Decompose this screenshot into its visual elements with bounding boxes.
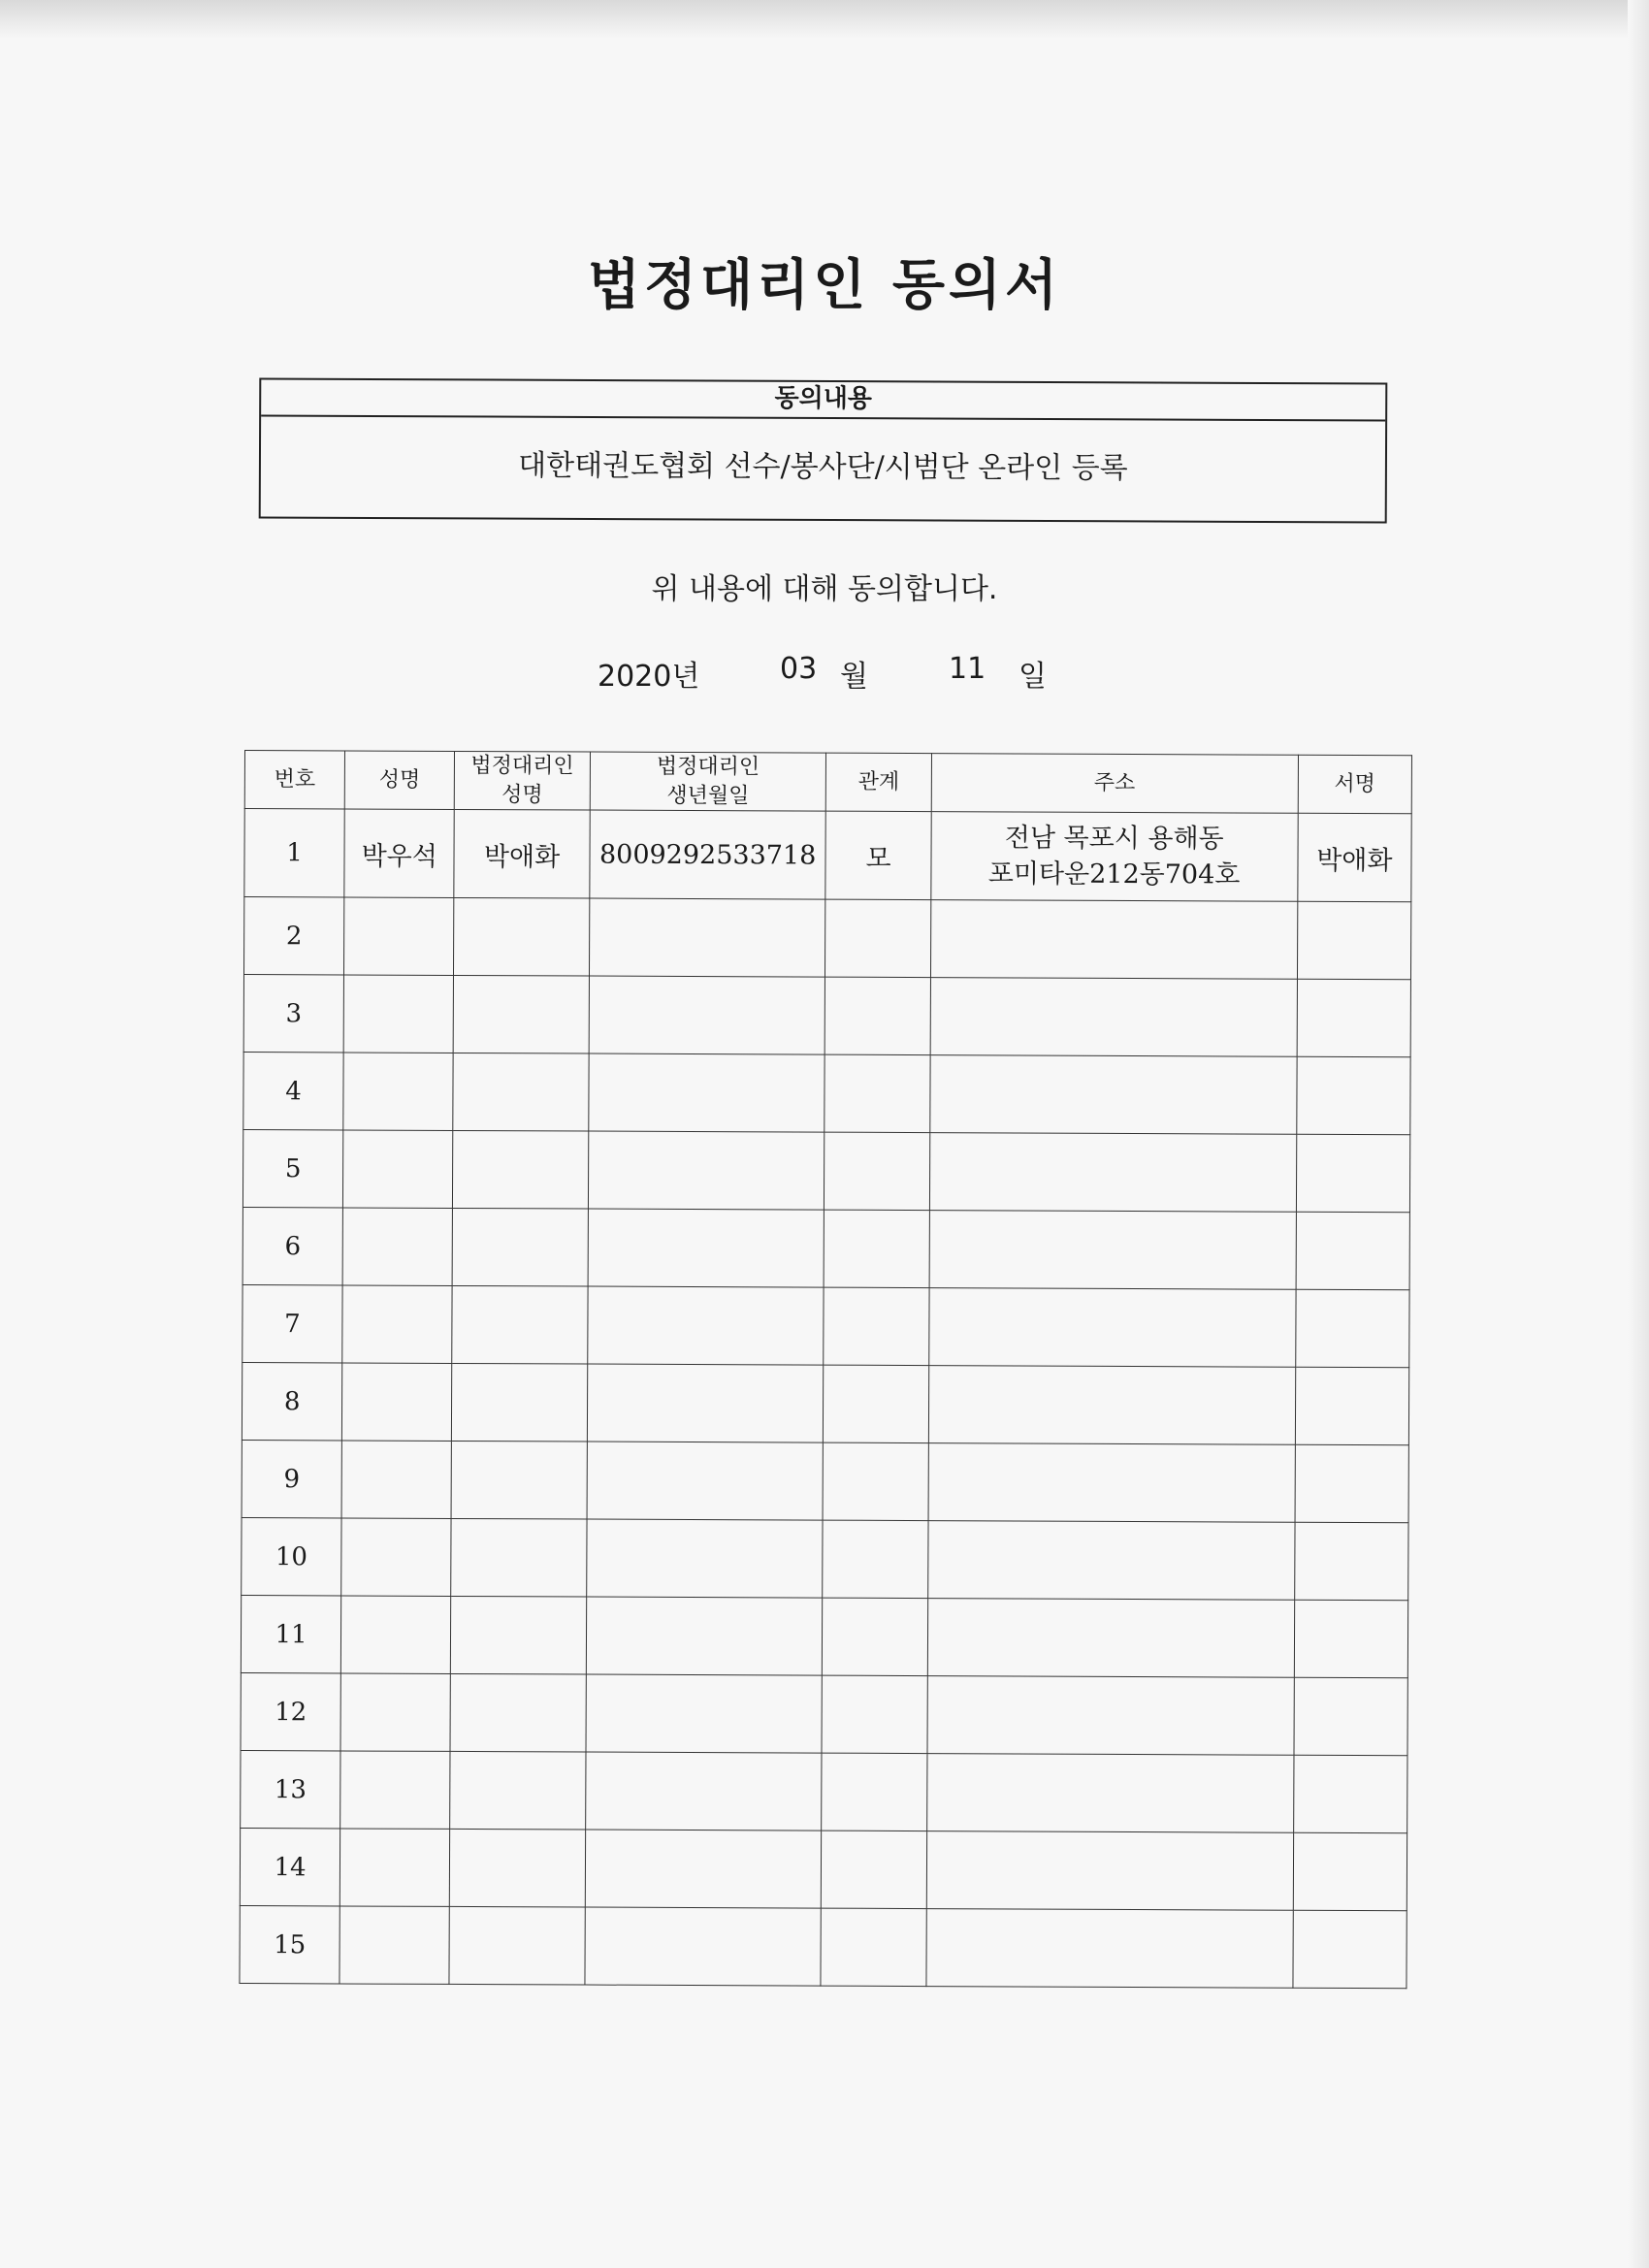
cell-relation[interactable]: [825, 899, 931, 977]
cell-guardian-birth[interactable]: [585, 1752, 822, 1831]
cell-no: 9: [242, 1441, 341, 1518]
header-relation: 관계: [826, 753, 931, 812]
cell-name[interactable]: [343, 1053, 454, 1130]
table-row: [242, 1285, 1409, 1368]
cell-guardian-name[interactable]: [453, 976, 589, 1054]
cell-relation[interactable]: [825, 977, 931, 1054]
header-guardian-birth-line1: 법정대리인: [656, 754, 760, 780]
table-row: [241, 1673, 1407, 1756]
cell-name[interactable]: [342, 1285, 453, 1363]
cell-guardian-birth[interactable]: [587, 1519, 824, 1598]
cell-address[interactable]: [929, 1055, 1296, 1135]
cell-address[interactable]: [927, 1599, 1294, 1678]
cell-guardian-birth[interactable]: [588, 1131, 824, 1210]
cell-guardian-name[interactable]: [449, 1907, 585, 1986]
cell-relation[interactable]: [824, 1132, 930, 1210]
cell-guardian-name[interactable]: [452, 1364, 588, 1442]
table-row: [243, 975, 1410, 1057]
scan-right-edge: [1628, 0, 1649, 2268]
table-row: [242, 1363, 1408, 1445]
cell-address[interactable]: [927, 1521, 1294, 1601]
cell-no: 12: [241, 1673, 340, 1751]
cell-guardian-birth[interactable]: 8009292533718: [590, 810, 826, 899]
cell-address-line1: 전남 목포시 용해동: [1004, 822, 1224, 854]
cell-name[interactable]: [342, 1363, 453, 1441]
cell-relation[interactable]: [824, 1365, 929, 1442]
cell-guardian-birth[interactable]: [585, 1830, 822, 1908]
cell-no: 7: [242, 1285, 342, 1363]
cell-signature[interactable]: [1297, 980, 1411, 1058]
cell-guardian-name[interactable]: [450, 1674, 586, 1753]
cell-signature[interactable]: [1295, 1445, 1409, 1524]
cell-signature[interactable]: [1296, 1057, 1410, 1136]
cell-signature[interactable]: [1295, 1290, 1409, 1369]
consent-header: 동의내용: [261, 379, 1385, 421]
cell-guardian-name[interactable]: 박애화: [454, 810, 590, 899]
cell-address[interactable]: [926, 1909, 1293, 1989]
cell-no: 2: [243, 897, 343, 975]
cell-relation[interactable]: [823, 1520, 928, 1598]
cell-name[interactable]: [343, 975, 454, 1053]
header-signature: 서명: [1298, 755, 1412, 814]
cell-relation[interactable]: [824, 1287, 929, 1365]
header-address: 주소: [931, 754, 1298, 814]
cell-no: 5: [242, 1130, 342, 1208]
cell-signature[interactable]: [1293, 1833, 1407, 1912]
header-guardian-name-line2: 성명: [501, 782, 543, 808]
cell-name[interactable]: [342, 1208, 453, 1285]
cell-name[interactable]: [341, 1518, 452, 1596]
table-row: [243, 897, 1410, 980]
cell-no: 8: [242, 1363, 341, 1441]
cell-address[interactable]: [926, 1831, 1293, 1911]
cell-guardian-name[interactable]: [451, 1519, 587, 1598]
table-header-row: [244, 751, 1411, 815]
table-row: [241, 1751, 1407, 1833]
cell-name[interactable]: [343, 1130, 454, 1208]
table-row: [240, 1829, 1406, 1911]
cell-address[interactable]: [926, 1754, 1293, 1833]
cell-guardian-name[interactable]: [450, 1752, 586, 1831]
cell-no: 3: [243, 975, 343, 1053]
cell-signature[interactable]: [1297, 902, 1411, 981]
cell-relation[interactable]: [821, 1908, 926, 1986]
cell-no: 6: [242, 1208, 342, 1285]
cell-guardian-name[interactable]: [450, 1830, 586, 1908]
table-row: [242, 1441, 1408, 1523]
cell-name[interactable]: [340, 1596, 451, 1673]
cell-address[interactable]: [927, 1676, 1294, 1756]
cell-guardian-birth[interactable]: [586, 1674, 823, 1753]
cell-guardian-birth[interactable]: [588, 1286, 824, 1365]
date-month-unit: 월: [840, 660, 868, 694]
cell-relation[interactable]: [822, 1831, 927, 1908]
cell-guardian-birth[interactable]: [587, 1364, 824, 1442]
cell-relation[interactable]: [822, 1675, 927, 1753]
cell-guardian-name[interactable]: [451, 1442, 587, 1520]
cell-signature[interactable]: [1296, 1135, 1410, 1214]
cell-no: 13: [241, 1751, 340, 1829]
cell-relation[interactable]: [824, 1054, 930, 1132]
consent-body: 대한태권도협회 선수/봉사단/시범단 온라인 등록: [518, 448, 1128, 486]
cell-no: 1: [244, 809, 345, 897]
table-row: [242, 1208, 1409, 1290]
cell-guardian-birth[interactable]: [586, 1597, 823, 1675]
cell-address[interactable]: [928, 1366, 1295, 1445]
cell-name[interactable]: [340, 1906, 450, 1984]
cell-guardian-name[interactable]: [451, 1597, 587, 1675]
cell-signature[interactable]: [1295, 1368, 1409, 1446]
cell-guardian-birth[interactable]: [589, 1053, 825, 1132]
cell-signature[interactable]: 박애화: [1298, 814, 1412, 903]
date-month: 03: [780, 652, 818, 686]
cell-guardian-birth[interactable]: [585, 1907, 822, 1986]
cell-address-line2: 포미타운212동704호: [987, 859, 1241, 891]
cell-name[interactable]: 박우석: [344, 809, 455, 897]
header-name: 성명: [344, 751, 454, 810]
cell-address[interactable]: [929, 1133, 1296, 1213]
cell-name[interactable]: [340, 1751, 451, 1829]
table-row: [240, 1906, 1406, 1989]
header-guardian-name-line1: 법정대리인: [470, 754, 574, 779]
date-day: 11: [949, 652, 986, 686]
cell-relation[interactable]: [823, 1598, 928, 1675]
table-row: [243, 1053, 1410, 1135]
date-year: 2020년: [598, 660, 700, 694]
cell-relation[interactable]: [823, 1442, 928, 1520]
consent-box: [259, 377, 1388, 523]
cell-guardian-name[interactable]: [452, 1209, 588, 1287]
cell-address[interactable]: [930, 978, 1297, 1057]
cell-address[interactable]: [928, 1288, 1295, 1368]
registration-table: [239, 750, 1412, 1990]
cell-address[interactable]: [929, 1211, 1296, 1290]
cell-signature[interactable]: [1294, 1523, 1408, 1602]
cell-signature[interactable]: [1293, 1756, 1407, 1834]
header-guardian-birth-line2: 생년월일: [666, 783, 750, 808]
cell-address[interactable]: [930, 900, 1297, 980]
cell-guardian-birth[interactable]: [588, 1209, 824, 1287]
cell-guardian-birth[interactable]: [589, 976, 825, 1054]
cell-guardian-name[interactable]: [454, 898, 590, 977]
table-row: [244, 809, 1411, 902]
cell-guardian-name[interactable]: [453, 1131, 589, 1210]
cell-guardian-name[interactable]: [453, 1053, 589, 1132]
cell-name[interactable]: [340, 1673, 451, 1751]
header-no: 번호: [244, 751, 344, 810]
cell-relation[interactable]: 모: [825, 811, 931, 899]
scan-top-shadow: [0, 0, 1649, 39]
cell-relation[interactable]: [824, 1210, 930, 1287]
cell-guardian-name[interactable]: [452, 1286, 588, 1365]
cell-no: 15: [240, 1906, 340, 1984]
header-guardian-name: [455, 751, 591, 810]
cell-signature[interactable]: [1294, 1678, 1408, 1757]
document-title: 법정대리인 동의서: [587, 254, 1062, 317]
cell-no: 14: [240, 1829, 340, 1906]
agreement-statement: 위 내용에 대해 동의합니다.: [651, 572, 998, 606]
header-guardian-birth: [590, 752, 826, 811]
cell-name[interactable]: [341, 1441, 452, 1518]
table-row: [242, 1518, 1408, 1601]
table-row: [241, 1596, 1407, 1678]
cell-name[interactable]: [344, 897, 455, 975]
cell-signature[interactable]: [1294, 1601, 1408, 1679]
cell-signature[interactable]: [1293, 1911, 1407, 1990]
cell-no: 11: [241, 1596, 340, 1673]
cell-guardian-birth[interactable]: [589, 898, 825, 977]
cell-address[interactable]: [930, 812, 1297, 902]
cell-address[interactable]: [928, 1443, 1295, 1523]
cell-signature[interactable]: [1296, 1213, 1410, 1291]
cell-no: 10: [242, 1518, 341, 1596]
cell-no: 4: [243, 1053, 343, 1130]
table-row: [242, 1130, 1409, 1213]
cell-guardian-birth[interactable]: [587, 1442, 824, 1520]
cell-relation[interactable]: [822, 1753, 927, 1831]
date-day-unit: 일: [1018, 660, 1047, 694]
cell-name[interactable]: [340, 1829, 450, 1906]
